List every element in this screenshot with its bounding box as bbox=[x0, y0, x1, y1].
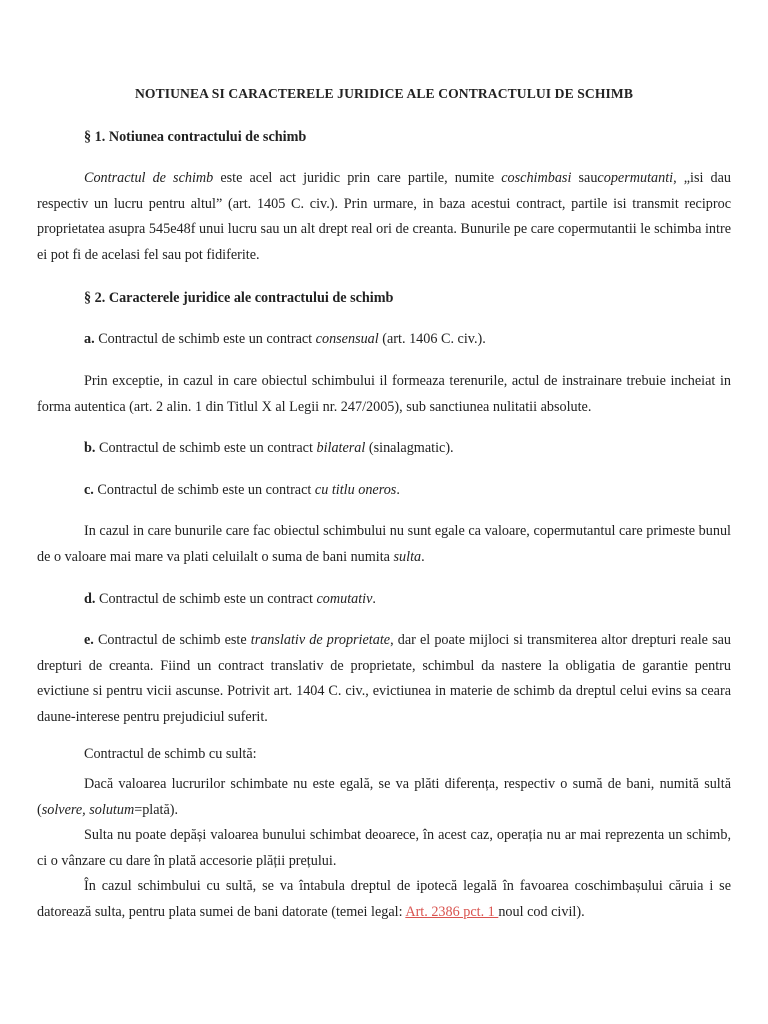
term-oneros: cu titlu oneros bbox=[314, 482, 397, 498]
text-span: sau bbox=[571, 170, 598, 186]
text-span: Contractul de schimb este un contract bbox=[95, 440, 317, 456]
term-sulta: sulta bbox=[393, 548, 422, 565]
text-span: Dacă valoarea lucrurilor schimbate nu este egală, se va plăti diferența, respectiv o sumă de bani, numită sultă ( bbox=[37, 776, 731, 818]
text-span: Contractul de schimb este un contract bbox=[93, 482, 315, 498]
item-e-paragraph bbox=[37, 628, 731, 730]
exception-paragraph: Prin exceptie, in cazul in care obiectul schimbului il formeaza terenurile, actul de instrainare trebuie incheiat in forma autentica (art. 2 alin. 1 din Titlul X al Legii nr. 247/2005), sub sanctiunea nulitatii absolute. bbox=[37, 373, 731, 415]
item-b-mark: b. bbox=[84, 440, 96, 456]
item-b-paragraph bbox=[37, 436, 731, 462]
text-span: Contractul de schimb este bbox=[93, 632, 251, 648]
item-e-mark: e. bbox=[84, 632, 94, 648]
text-span: , dar el poate mijloci si transmiterea altor drepturi reale sau drepturi de creanta. Fiind un contract translativ de proprietate, schimbul da nastere la obligatia de garantie pentru evictiune si pentru vicii ascunse. Potrivit art. 1404 C. civ., evictiunea in materie de schimb da dreptul celui evins sa ceara daune-interese pentru prejudiciul suferit. bbox=[37, 632, 731, 725]
section-1-heading: § 1. Notiunea contractului de schimb bbox=[84, 129, 307, 145]
section-1-paragraph bbox=[37, 166, 731, 268]
sulta-limit-paragraph: Sulta nu poate depăși valoarea bunului schimbat deoarece, în acest caz, operația nu ar mai reprezenta un schimb, ci o vânzare cu dare în plată accesorie plății prețului. bbox=[37, 827, 731, 869]
item-d-paragraph bbox=[37, 587, 731, 613]
text-span: =plată). bbox=[134, 801, 179, 818]
text-span: În cazul schimbului cu sultă, se va întabula dreptul de ipotecă legală în favoarea coschimbașului căruia i se datorează sulta, pentru plata sumei de bani datorate (temei legal: bbox=[37, 878, 731, 920]
term-bilateral: bilateral bbox=[316, 440, 366, 456]
text-span: In cazul in care bunurile care fac obiectul schimbului nu sunt egale ca valoare, copermutantul care primeste bunul de o valoare mai mare va plati celuilalt o suma de bani numita bbox=[37, 523, 731, 565]
section-3-heading: Contractul de schimb cu sultă: bbox=[84, 746, 257, 762]
sulta-ipoteca-paragraph bbox=[37, 874, 731, 925]
page-title: NOTIUNEA SI CARACTERELE JURIDICE ALE CONTRACTULUI DE SCHIMB bbox=[134, 86, 633, 101]
item-c-paragraph bbox=[37, 478, 731, 504]
term-solvere: solvere, solutum bbox=[41, 801, 135, 818]
item-c-mark: c. bbox=[84, 482, 94, 498]
text-span: Contractul de schimb este un contract bbox=[95, 591, 317, 607]
text-span: este acel act juridic prin care partile, numite bbox=[213, 170, 502, 186]
text-span: Contractul de schimb este un contract bbox=[94, 331, 316, 347]
text-span: noul cod civil). bbox=[498, 903, 585, 920]
text-span: (sinalagmatic). bbox=[365, 440, 454, 456]
text-span: . bbox=[421, 548, 425, 565]
sulta-paragraph bbox=[37, 519, 731, 570]
text-span: , „isi dau respectiv un lucru pentru altul” (art. 1405 C. civ.). Prin urmare, in baza acestui contract, partile isi transmit reciproc proprietatea asupra 545e48f unui lucru sau un alt drept real ori de creanta. Bunurile pe care copermutantii le schimba intre ei pot fi de acelasi fel sau pot fidiferite. bbox=[37, 170, 732, 263]
term-translativ: translativ de proprietate bbox=[250, 632, 391, 648]
item-d-mark: d. bbox=[84, 591, 96, 607]
text-span: . bbox=[396, 482, 400, 498]
text-span: . bbox=[372, 591, 376, 607]
text-span: (art. 1406 C. civ.). bbox=[378, 331, 486, 347]
term-consensual: consensual bbox=[315, 331, 379, 347]
sulta-definition-paragraph bbox=[37, 772, 731, 823]
term-coschimbasi: coschimbasi bbox=[501, 170, 572, 186]
item-a-mark: a. bbox=[84, 331, 95, 347]
section-2-heading: § 2. Caracterele juridice ale contractului de schimb bbox=[84, 290, 394, 306]
term-comutativ: comutativ bbox=[316, 591, 373, 607]
term-copermutanti: copermutanti bbox=[597, 170, 674, 186]
art-2386-link[interactable]: Art. 2386 pct. 1 bbox=[405, 903, 499, 920]
item-a-paragraph bbox=[37, 327, 731, 353]
term-contract: Contractul de schimb bbox=[84, 170, 214, 186]
